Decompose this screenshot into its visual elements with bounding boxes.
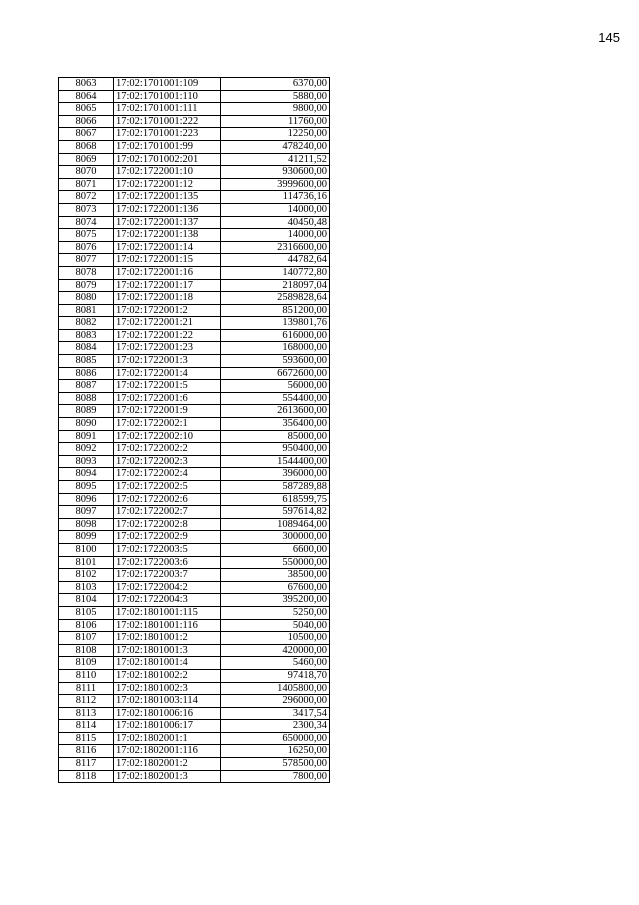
cadastral-value: 478240,00 xyxy=(221,140,330,153)
cadastral-value: 7800,00 xyxy=(221,770,330,783)
cadastral-value: 11760,00 xyxy=(221,115,330,128)
row-number: 8101 xyxy=(59,556,114,569)
row-number: 8090 xyxy=(59,418,114,431)
row-number: 8086 xyxy=(59,367,114,380)
cadastral-number: 17:02:1802001:116 xyxy=(114,745,221,758)
cadastral-value: 38500,00 xyxy=(221,569,330,582)
row-number: 8084 xyxy=(59,342,114,355)
cadastral-number: 17:02:1801001:116 xyxy=(114,619,221,632)
table-row xyxy=(59,405,330,418)
table-row xyxy=(59,556,330,569)
cadastral-number: 17:02:1722001:10 xyxy=(114,166,221,179)
cadastral-value: 41211,52 xyxy=(221,153,330,166)
row-number: 8074 xyxy=(59,216,114,229)
row-number: 8071 xyxy=(59,178,114,191)
table-row xyxy=(59,481,330,494)
cadastral-value: 14000,00 xyxy=(221,229,330,242)
cadastral-value: 6370,00 xyxy=(221,78,330,91)
row-number: 8118 xyxy=(59,770,114,783)
table-row xyxy=(59,468,330,481)
cadastral-number: 17:02:1722004:3 xyxy=(114,594,221,607)
row-number: 8065 xyxy=(59,103,114,116)
row-number: 8108 xyxy=(59,644,114,657)
cadastral-number: 17:02:1722003:7 xyxy=(114,569,221,582)
row-number: 8081 xyxy=(59,304,114,317)
row-number: 8096 xyxy=(59,493,114,506)
cadastral-number: 17:02:1722002:7 xyxy=(114,506,221,519)
table-row xyxy=(59,90,330,103)
row-number: 8068 xyxy=(59,140,114,153)
row-number: 8104 xyxy=(59,594,114,607)
cadastral-number: 17:02:1722001:16 xyxy=(114,266,221,279)
cadastral-number: 17:02:1722001:15 xyxy=(114,254,221,267)
table-row xyxy=(59,203,330,216)
cadastral-number: 17:02:1722001:5 xyxy=(114,380,221,393)
table-row xyxy=(59,279,330,292)
table-row xyxy=(59,103,330,116)
cadastral-number: 17:02:1801001:2 xyxy=(114,632,221,645)
cadastral-number: 17:02:1722002:9 xyxy=(114,531,221,544)
cadastral-number: 17:02:1722001:2 xyxy=(114,304,221,317)
row-number: 8083 xyxy=(59,329,114,342)
cadastral-number: 17:02:1802001:3 xyxy=(114,770,221,783)
table-row xyxy=(59,78,330,91)
table-row xyxy=(59,166,330,179)
cadastral-number: 17:02:1701001:111 xyxy=(114,103,221,116)
cadastral-number: 17:02:1722001:21 xyxy=(114,317,221,330)
table-row xyxy=(59,380,330,393)
row-number: 8079 xyxy=(59,279,114,292)
cadastral-number: 17:02:1722001:14 xyxy=(114,241,221,254)
cadastral-number: 17:02:1701001:109 xyxy=(114,78,221,91)
cadastral-number: 17:02:1722001:4 xyxy=(114,367,221,380)
row-number: 8112 xyxy=(59,695,114,708)
cadastral-number: 17:02:1801006:16 xyxy=(114,707,221,720)
table-row xyxy=(59,292,330,305)
row-number: 8113 xyxy=(59,707,114,720)
row-number: 8115 xyxy=(59,732,114,745)
cadastral-value: 650000,00 xyxy=(221,732,330,745)
table-row xyxy=(59,644,330,657)
cadastral-number: 17:02:1722001:12 xyxy=(114,178,221,191)
row-number: 8091 xyxy=(59,430,114,443)
row-number: 8093 xyxy=(59,455,114,468)
cadastral-value: 168000,00 xyxy=(221,342,330,355)
row-number: 8106 xyxy=(59,619,114,632)
table-row xyxy=(59,317,330,330)
cadastral-number: 17:02:1722002:4 xyxy=(114,468,221,481)
cadastral-value: 2613600,00 xyxy=(221,405,330,418)
row-number: 8105 xyxy=(59,606,114,619)
cadastral-value: 5880,00 xyxy=(221,90,330,103)
cadastral-value: 218097,04 xyxy=(221,279,330,292)
cadastral-number: 17:02:1701001:110 xyxy=(114,90,221,103)
table-row xyxy=(59,619,330,632)
cadastral-value: 5250,00 xyxy=(221,606,330,619)
cadastral-number: 17:02:1722004:2 xyxy=(114,581,221,594)
row-number: 8069 xyxy=(59,153,114,166)
row-number: 8114 xyxy=(59,720,114,733)
table-row xyxy=(59,518,330,531)
cadastral-value: 2589828,64 xyxy=(221,292,330,305)
table-row xyxy=(59,178,330,191)
row-number: 8097 xyxy=(59,506,114,519)
row-number: 8072 xyxy=(59,191,114,204)
row-number: 8087 xyxy=(59,380,114,393)
row-number: 8100 xyxy=(59,543,114,556)
cadastral-value: 44782,64 xyxy=(221,254,330,267)
table-row xyxy=(59,682,330,695)
cadastral-value: 56000,00 xyxy=(221,380,330,393)
cadastral-value: 950400,00 xyxy=(221,443,330,456)
table-row xyxy=(59,695,330,708)
table-row xyxy=(59,128,330,141)
row-number: 8064 xyxy=(59,90,114,103)
row-number: 8085 xyxy=(59,355,114,368)
cadastral-value: 6672600,00 xyxy=(221,367,330,380)
row-number: 8098 xyxy=(59,518,114,531)
row-number: 8067 xyxy=(59,128,114,141)
cadastral-value: 139801,76 xyxy=(221,317,330,330)
cadastral-number: 17:02:1701001:99 xyxy=(114,140,221,153)
cadastral-value: 10500,00 xyxy=(221,632,330,645)
cadastral-number: 17:02:1722001:138 xyxy=(114,229,221,242)
cadastral-value: 97418,70 xyxy=(221,669,330,682)
cadastral-number: 17:02:1722001:135 xyxy=(114,191,221,204)
cadastral-value: 5040,00 xyxy=(221,619,330,632)
cadastral-number: 17:02:1722001:17 xyxy=(114,279,221,292)
row-number: 8077 xyxy=(59,254,114,267)
table-row xyxy=(59,707,330,720)
row-number: 8107 xyxy=(59,632,114,645)
cadastral-number: 17:02:1722002:2 xyxy=(114,443,221,456)
cadastral-value: 1405800,00 xyxy=(221,682,330,695)
cadastral-value: 67600,00 xyxy=(221,581,330,594)
cadastral-value: 2300,34 xyxy=(221,720,330,733)
table-row xyxy=(59,732,330,745)
cadastral-number: 17:02:1722001:6 xyxy=(114,392,221,405)
table-row xyxy=(59,418,330,431)
cadastral-number: 17:02:1802001:2 xyxy=(114,758,221,771)
cadastral-number: 17:02:1722001:3 xyxy=(114,355,221,368)
cadastral-value: 851200,00 xyxy=(221,304,330,317)
table-row xyxy=(59,669,330,682)
cadastral-number: 17:02:1722001:136 xyxy=(114,203,221,216)
cadastral-number: 17:02:1722001:18 xyxy=(114,292,221,305)
row-number: 8103 xyxy=(59,581,114,594)
cadastral-value: 3999600,00 xyxy=(221,178,330,191)
cadastral-number: 17:02:1722002:3 xyxy=(114,455,221,468)
cadastral-value: 618599,75 xyxy=(221,493,330,506)
table-row xyxy=(59,657,330,670)
table-row xyxy=(59,632,330,645)
table-row xyxy=(59,543,330,556)
cadastral-number: 17:02:1722002:6 xyxy=(114,493,221,506)
table-row xyxy=(59,367,330,380)
cadastral-value: 6600,00 xyxy=(221,543,330,556)
cadastral-number: 17:02:1701001:223 xyxy=(114,128,221,141)
table-row xyxy=(59,430,330,443)
table-body xyxy=(59,78,330,783)
cadastral-number: 17:02:1801006:17 xyxy=(114,720,221,733)
row-number: 8116 xyxy=(59,745,114,758)
row-number: 8080 xyxy=(59,292,114,305)
cadastral-value: 40450,48 xyxy=(221,216,330,229)
cadastral-number: 17:02:1801001:3 xyxy=(114,644,221,657)
cadastral-number: 17:02:1722002:8 xyxy=(114,518,221,531)
table-row xyxy=(59,153,330,166)
table-row xyxy=(59,342,330,355)
row-number: 8110 xyxy=(59,669,114,682)
row-number: 8075 xyxy=(59,229,114,242)
cadastral-value: 396000,00 xyxy=(221,468,330,481)
row-number: 8076 xyxy=(59,241,114,254)
table-row xyxy=(59,191,330,204)
cadastral-value: 578500,00 xyxy=(221,758,330,771)
cadastral-value: 12250,00 xyxy=(221,128,330,141)
cadastral-number: 17:02:1801002:3 xyxy=(114,682,221,695)
cadastral-number: 17:02:1701002:201 xyxy=(114,153,221,166)
table-row xyxy=(59,758,330,771)
cadastral-value: 587289,88 xyxy=(221,481,330,494)
cadastral-value: 550000,00 xyxy=(221,556,330,569)
cadastral-number: 17:02:1722001:22 xyxy=(114,329,221,342)
table-row xyxy=(59,443,330,456)
cadastral-value: 395200,00 xyxy=(221,594,330,607)
cadastral-value: 85000,00 xyxy=(221,430,330,443)
cadastral-value: 597614,82 xyxy=(221,506,330,519)
cadastral-value: 9800,00 xyxy=(221,103,330,116)
row-number: 8063 xyxy=(59,78,114,91)
row-number: 8089 xyxy=(59,405,114,418)
table-row xyxy=(59,594,330,607)
table-row xyxy=(59,606,330,619)
cadastral-value: 296000,00 xyxy=(221,695,330,708)
cadastral-value: 616000,00 xyxy=(221,329,330,342)
cadastral-number: 17:02:1722002:1 xyxy=(114,418,221,431)
cadastral-number: 17:02:1701001:222 xyxy=(114,115,221,128)
table-row xyxy=(59,115,330,128)
cadastral-number: 17:02:1801002:2 xyxy=(114,669,221,682)
table-row xyxy=(59,581,330,594)
table-row xyxy=(59,329,330,342)
table-row xyxy=(59,493,330,506)
table-row xyxy=(59,355,330,368)
row-number: 8094 xyxy=(59,468,114,481)
row-number: 8082 xyxy=(59,317,114,330)
cadastral-value: 5460,00 xyxy=(221,657,330,670)
table-row xyxy=(59,455,330,468)
table-row xyxy=(59,720,330,733)
table-row xyxy=(59,506,330,519)
cadastral-number: 17:02:1801001:115 xyxy=(114,606,221,619)
cadastral-value: 593600,00 xyxy=(221,355,330,368)
table-row xyxy=(59,254,330,267)
cadastral-value: 356400,00 xyxy=(221,418,330,431)
cadastral-value: 114736,16 xyxy=(221,191,330,204)
table-row xyxy=(59,241,330,254)
cadastral-value: 1544400,00 xyxy=(221,455,330,468)
table-row xyxy=(59,304,330,317)
cadastral-number: 17:02:1722001:9 xyxy=(114,405,221,418)
cadastral-number: 17:02:1722003:6 xyxy=(114,556,221,569)
row-number: 8092 xyxy=(59,443,114,456)
row-number: 8088 xyxy=(59,392,114,405)
row-number: 8078 xyxy=(59,266,114,279)
table-row xyxy=(59,229,330,242)
row-number: 8073 xyxy=(59,203,114,216)
cadastral-value: 16250,00 xyxy=(221,745,330,758)
table-row xyxy=(59,266,330,279)
table-row xyxy=(59,770,330,783)
data-table xyxy=(58,77,330,783)
cadastral-value: 2316600,00 xyxy=(221,241,330,254)
cadastral-number: 17:02:1722001:137 xyxy=(114,216,221,229)
cadastral-value: 420000,00 xyxy=(221,644,330,657)
row-number: 8066 xyxy=(59,115,114,128)
cadastral-number: 17:02:1801001:4 xyxy=(114,657,221,670)
table-row xyxy=(59,745,330,758)
row-number: 8099 xyxy=(59,531,114,544)
table-row xyxy=(59,216,330,229)
cadastral-value: 930600,00 xyxy=(221,166,330,179)
cadastral-value: 14000,00 xyxy=(221,203,330,216)
cadastral-number: 17:02:1722002:5 xyxy=(114,481,221,494)
table-row xyxy=(59,569,330,582)
row-number: 8095 xyxy=(59,481,114,494)
cadastral-value: 1089464,00 xyxy=(221,518,330,531)
cadastral-number: 17:02:1722003:5 xyxy=(114,543,221,556)
cadastral-number: 17:02:1722002:10 xyxy=(114,430,221,443)
cadastral-number: 17:02:1802001:1 xyxy=(114,732,221,745)
cadastral-number: 17:02:1801003:114 xyxy=(114,695,221,708)
page-number: 145 xyxy=(598,30,620,45)
table-row xyxy=(59,392,330,405)
row-number: 8111 xyxy=(59,682,114,695)
cadastral-value: 3417,54 xyxy=(221,707,330,720)
row-number: 8070 xyxy=(59,166,114,179)
row-number: 8109 xyxy=(59,657,114,670)
row-number: 8102 xyxy=(59,569,114,582)
cadastral-value: 554400,00 xyxy=(221,392,330,405)
row-number: 8117 xyxy=(59,758,114,771)
table-row xyxy=(59,140,330,153)
cadastral-number: 17:02:1722001:23 xyxy=(114,342,221,355)
cadastral-value: 140772,80 xyxy=(221,266,330,279)
cadastral-value: 300000,00 xyxy=(221,531,330,544)
table-row xyxy=(59,531,330,544)
